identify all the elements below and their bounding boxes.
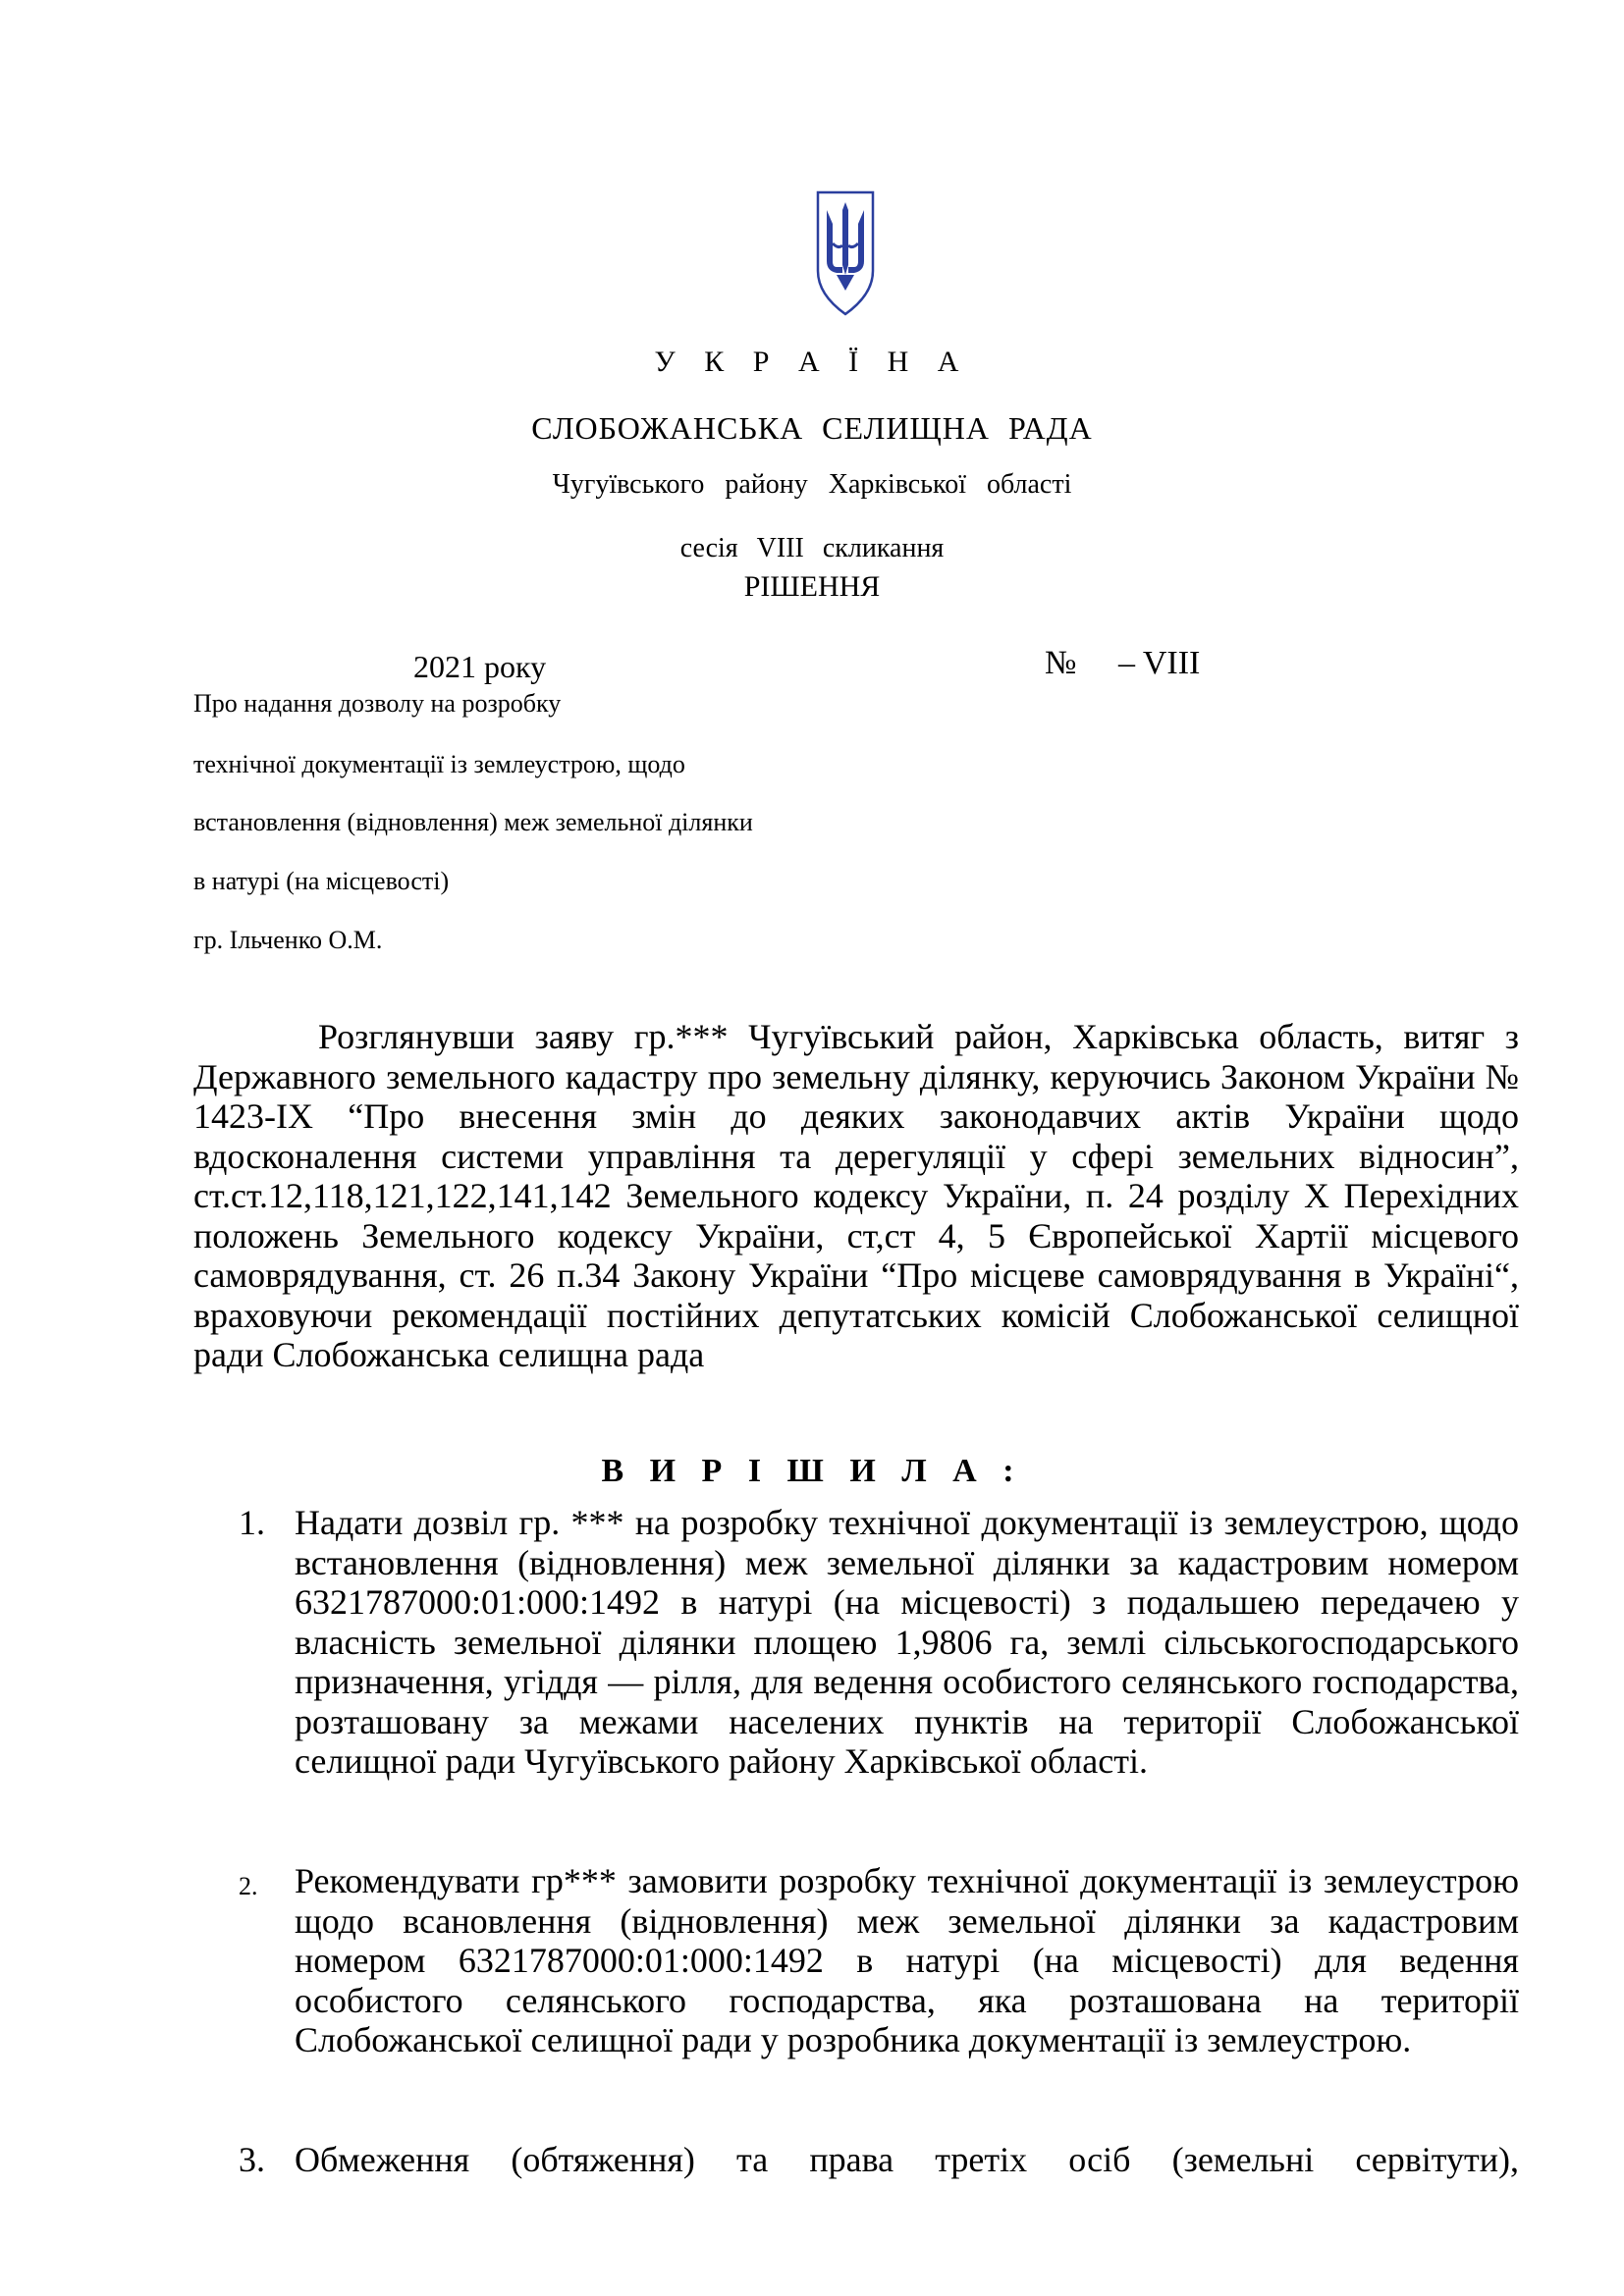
decision-date: 2021 року — [413, 649, 547, 684]
subject-line: в натурі (на місцевості) — [193, 867, 450, 895]
list-item-text: Надати дозвіл гр. *** на розробку технічної документації із землеустрою, щодо встановлення (відновлення) меж земельної ділянки за кадастровим номером 6321787000:01:000:1492 в натурі (на місцевості) з подальшею передачею у власність земельної ділянки площею 1,9806 га, землі сільськогосподарського призначення, угіддя — рілля, для ведення особистого селянського господарства, розташовану за межами населених пунктів на території Слобожанської селищної ради Чугуївського району Харківської області. — [295, 1503, 1519, 1781]
list-item-number: 3. — [239, 2140, 265, 2179]
district-heading: Чугуївського району Харківської області — [552, 469, 1072, 500]
resolved-heading: В И Р І Ш И Л А : — [601, 1453, 1023, 1489]
country-heading: У К Р А Ї Н А — [654, 346, 970, 378]
list-item — [193, 1503, 1519, 1782]
decision-title: РІШЕННЯ — [743, 570, 881, 603]
subject-line: технічної документації із землеустрою, щодо — [193, 750, 685, 778]
list-item — [193, 1861, 1519, 2060]
session-heading: сесія VIII скликання — [679, 533, 945, 563]
list-item-number: 2. — [239, 1872, 258, 1900]
decision-number: № – VIII — [1045, 645, 1201, 681]
list-item-number: 1. — [239, 1503, 265, 1542]
ukraine-trident-emblem — [813, 188, 878, 318]
subject-line: Про надання дозволу на розробку — [193, 689, 562, 718]
list-item — [193, 2140, 1519, 2180]
council-heading: СЛОБОЖАНСЬКА СЕЛИЩНА РАДА — [531, 410, 1093, 446]
preamble-text: Розглянувши заяву гр.*** Чугуївський район, Харківська область, витяг з Державного земельного кадастру про земельну ділянку, керуючись Законом України № 1423-IX “Про внесення змін до деяких законодавчих актів України щодо вдосконалення системи управління та дерегуляції у сфері земельних відносин”, ст.ст.12,118,121,122,141,142 Земельного кодексу України, п. 24 розділу Х Перехідних положень Земельного кодексу України, ст,ст 4, 5 Європейської Хартії місцевого самоврядування, ст. 26 п.34 Закону України “Про місцеве самоврядування в Україні“, враховуючи рекомендації постійних депутатських комісій Слобожанської селищної ради Слобожанська селищна рада — [193, 1017, 1519, 1374]
subject-line: гр. Ільченко О.М. — [193, 926, 383, 954]
list-item-text: Рекомендувати гр*** замовити розробку технічної документації із землеустрою щодо всановлення (відновлення) меж земельної ділянки за кадастровим номером 6321787000:01:000:1492 в натурі (на місцевості) для ведення особистого селянського господарства, яка розташована на території Слобожанської селищної ради у розробника документації із землеустрою. — [295, 1861, 1519, 2059]
subject-line: встановлення (відновлення) меж земельної ділянки — [193, 808, 753, 836]
preamble-paragraph — [193, 1017, 1519, 1375]
list-item-text: Обмеження (обтяження) та права третіх осіб (земельні сервітути), — [295, 2140, 1519, 2179]
